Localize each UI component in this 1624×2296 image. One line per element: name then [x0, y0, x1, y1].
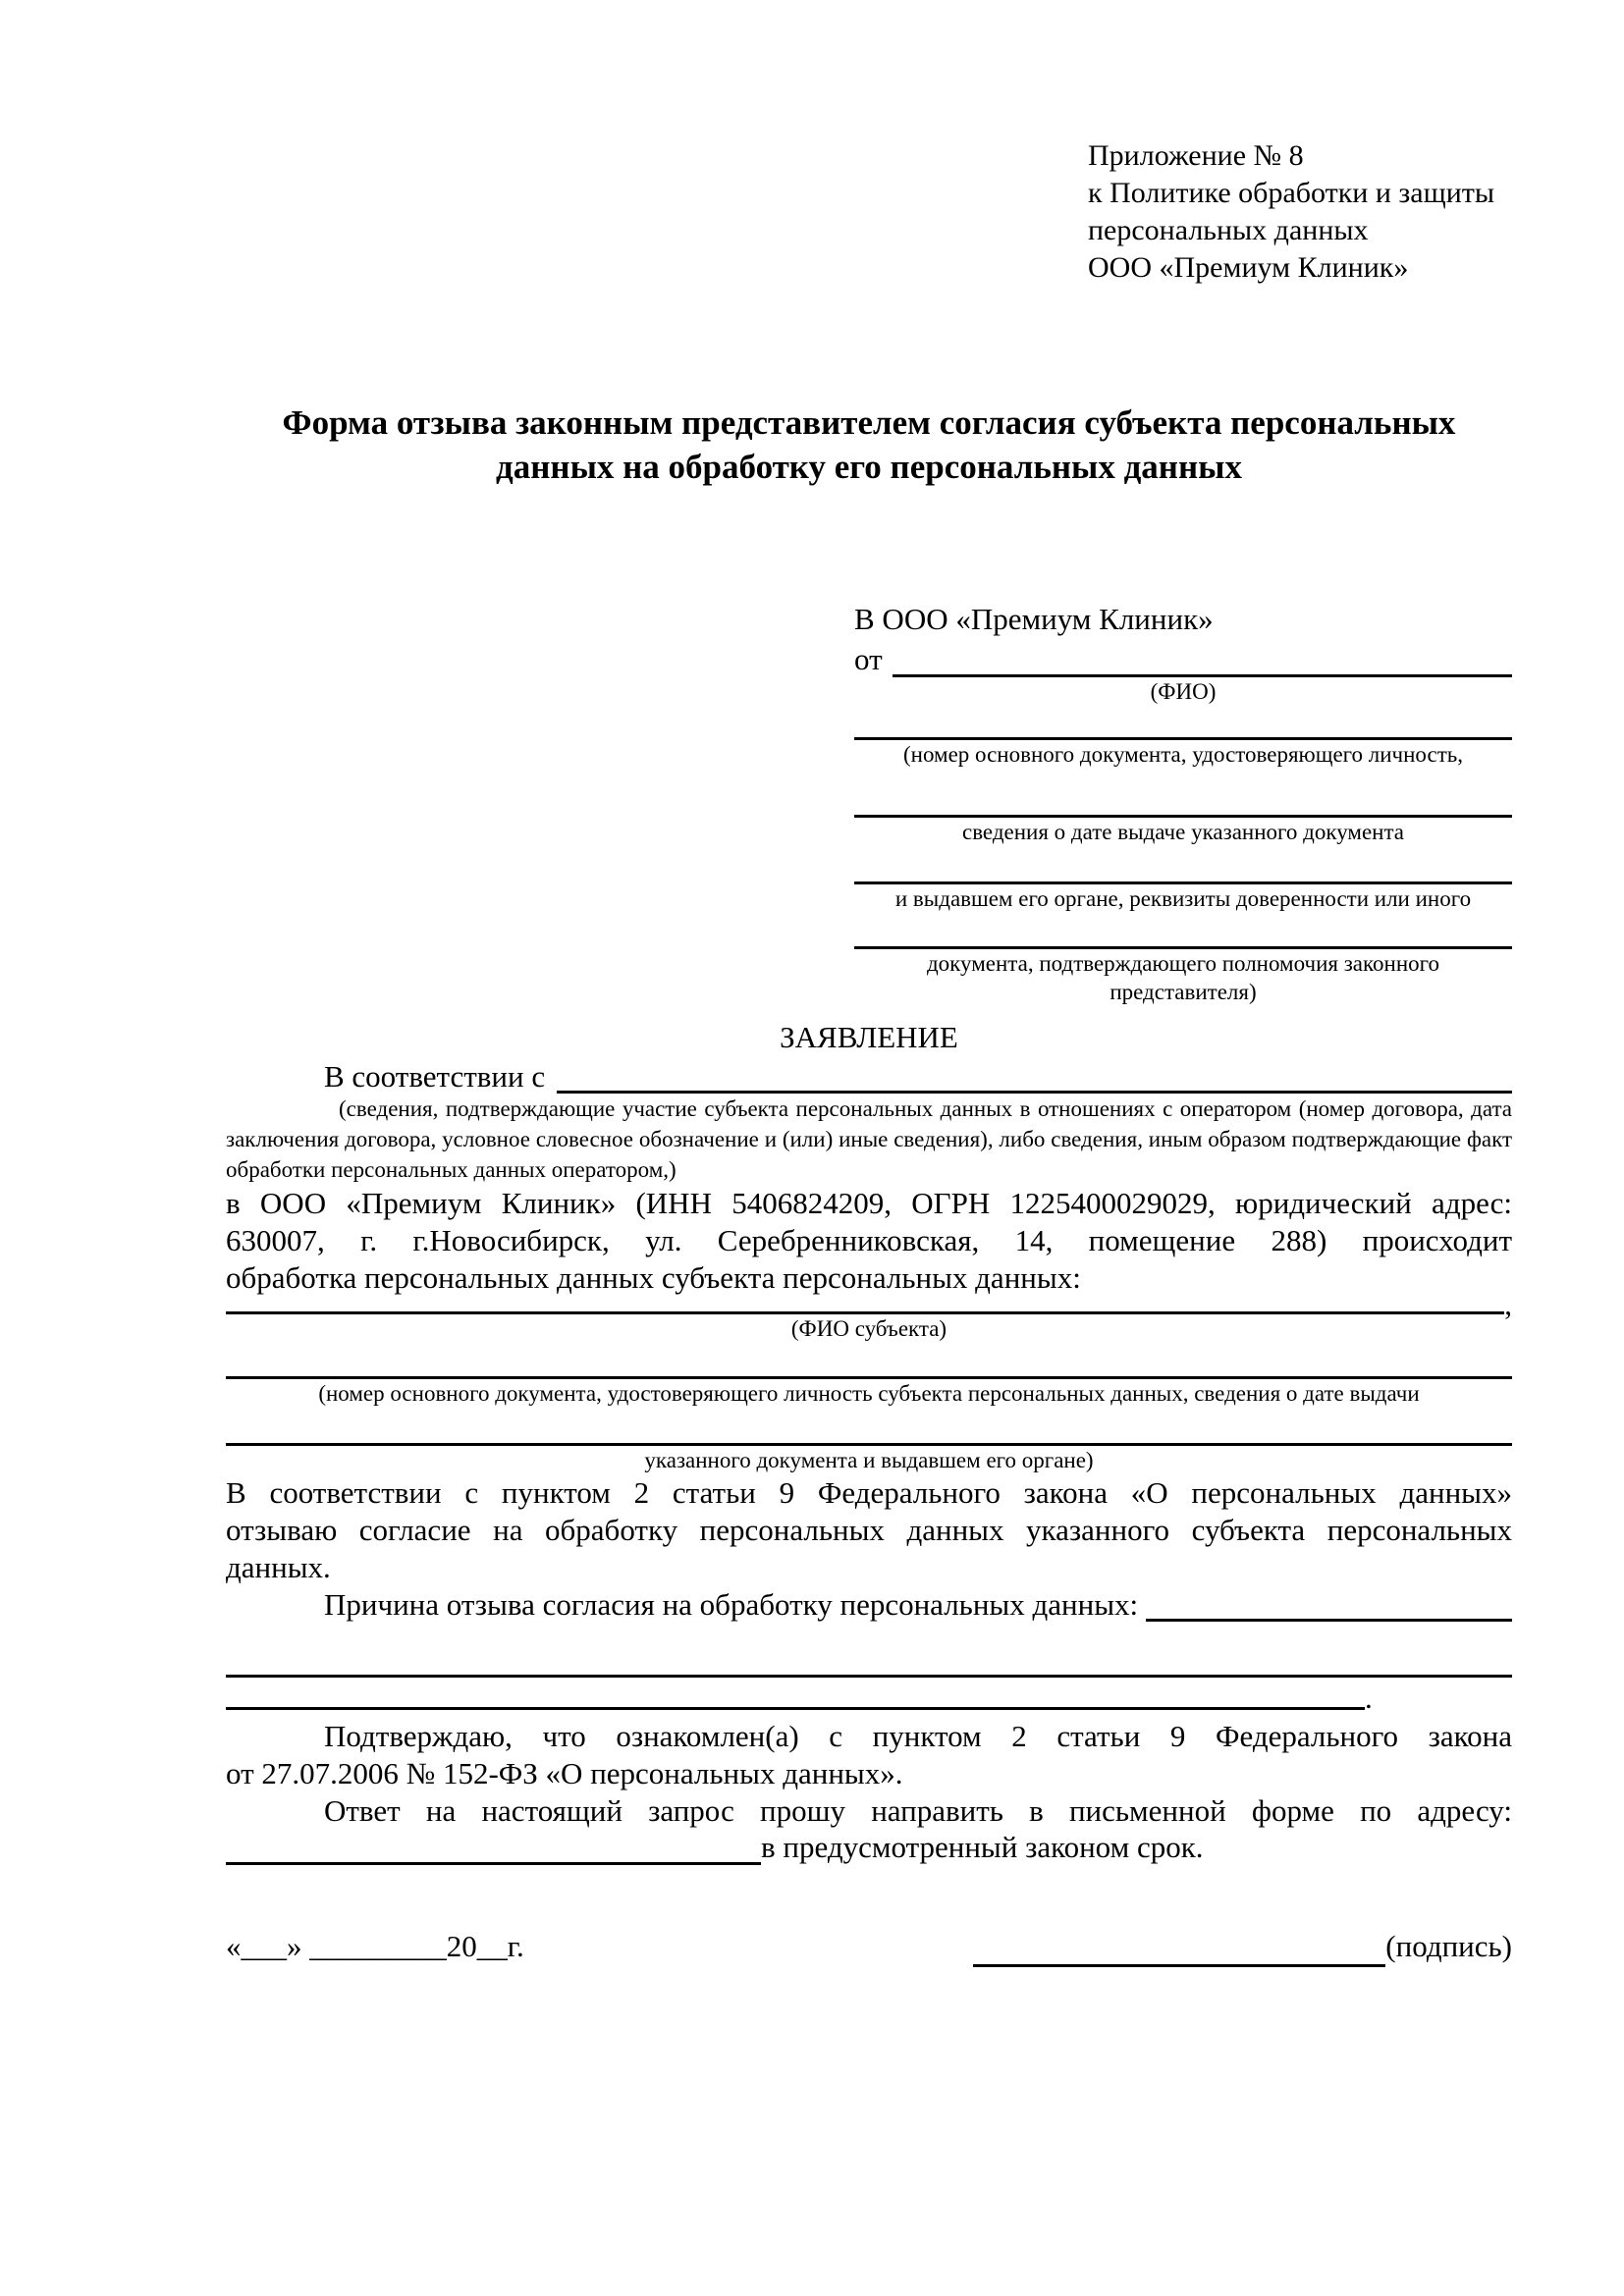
appendix-line: к Политике обработки и защиты [1088, 177, 1495, 209]
reason-extra-fill-row [226, 1635, 1512, 1675]
signature-fill-line [973, 1929, 1385, 1967]
confirm-paragraph-line: Подтверждаю, что ознакомлен(а) с пунктом 2 статьи 9 Федерального закона [324, 1719, 1512, 1753]
appendix-block [1088, 137, 1540, 287]
withdraw-paragraph-line: отзываю согласие на обработку персональных данных указанного субъекта персональных [226, 1513, 1512, 1547]
withdraw-paragraph-line: В соответствии с пунктом 2 статьи 9 Федерального закона «О персональных данных» [226, 1475, 1512, 1510]
reason-label: Причина отзыва согласия на обработку персональных данных: [324, 1587, 1139, 1622]
subject-document-caption-2: указанного документа и выдавшем его органе) [644, 1448, 1094, 1472]
reply-paragraph-line: Ответ на настоящий запрос прошу направить в письменной форме по адресу: [324, 1793, 1512, 1828]
subject-document-fill-line [226, 1343, 1512, 1379]
confirm-paragraph-line: от 27.07.2006 № 152-ФЗ «О персональных данных». [226, 1756, 903, 1790]
reason-fill-line [1146, 1585, 1512, 1622]
reply-address-row [226, 1830, 1512, 1865]
statement-heading: ЗАЯВЛЕНИЕ [780, 1020, 958, 1054]
footer-row [226, 1926, 1512, 1967]
statement-body [226, 1017, 1512, 1865]
intro-label: В соответствии с [324, 1059, 546, 1094]
recipient-block [854, 599, 1512, 1006]
authority-document-caption: документа, подтверждающего полномочия законного представителя) [926, 951, 1439, 1004]
reason-extra-fill-row-2 [226, 1675, 1512, 1715]
intro-row [226, 1058, 1512, 1094]
operator-paragraph-line: обработка персональных данных субъекта персональных данных: [226, 1260, 1081, 1295]
operator-paragraph-line: в ООО «Премиум Клиник» (ИНН 5406824209, ОГРН 1225400029029, юридический адрес: [226, 1186, 1512, 1220]
fio-caption: (ФИО) [1150, 679, 1217, 704]
appendix-line: ООО «Премиум Клиник» [1088, 251, 1409, 284]
signature-group [973, 1926, 1512, 1967]
recipient-organization: В ООО «Премиум Клиник» [854, 602, 1214, 636]
confirm-paragraph [226, 1718, 1512, 1792]
reason-period: . [1365, 1681, 1373, 1715]
issue-date-caption: сведения о дате выдаче указанного документа [961, 820, 1405, 844]
document-number-caption: (номер основного документа, удостоверяющего личность, [902, 742, 1463, 767]
spacer [226, 1622, 1512, 1635]
subject-fio-comma: , [1504, 1287, 1512, 1321]
date-line: «___» _________20__г. [226, 1929, 524, 1963]
withdraw-paragraph-line: данных. [226, 1550, 331, 1584]
issuing-authority-caption: и выдавшем его органе, реквизиты доверенности или иного [894, 886, 1472, 911]
reason-row [226, 1586, 1512, 1622]
subject-document-fill-line-2 [226, 1408, 1512, 1446]
from-row [854, 640, 1512, 677]
document-title: Форма отзыва законным представителем согласия субъекта персональных данных на обработку его персональных данных [282, 403, 1456, 486]
subject-fio-fill-line [226, 1296, 1504, 1314]
signature-caption: (подпись) [1385, 1929, 1512, 1963]
intro-caption-line: обработки персональных данных оператором,) [226, 1157, 677, 1182]
from-label: от [854, 642, 883, 676]
issue-date-fill-line [854, 769, 1512, 818]
intro-caption-line: заключения договора, условное словесное обозначение и (или) иные сведения), либо сведения, иным образом подтверждающие факт [226, 1127, 1512, 1151]
reply-tail-text: в предусмотренный законом срок. [761, 1830, 1204, 1864]
authority-document-fill-line [854, 913, 1512, 949]
intro-fill-line [557, 1057, 1512, 1094]
reason-extra-fill-line [226, 1635, 1512, 1678]
operator-paragraph-line: 630007, г. г.Новосибирск, ул. Серебренниковская, 14, помещение 288) происходит [226, 1223, 1512, 1257]
issuing-authority-fill-line [854, 846, 1512, 884]
reason-extra-fill-line-2 [226, 1674, 1365, 1710]
reply-address-fill-line [226, 1829, 761, 1865]
document-number-fill-line [854, 706, 1512, 740]
subject-document-caption: (номер основного документа, удостоверяющего личность субъекта персональных данных, сведения о дате выдачи [318, 1381, 1420, 1406]
appendix-line: персональных данных [1088, 214, 1369, 246]
appendix-line: Приложение № 8 [1088, 139, 1304, 172]
subject-fio-row [226, 1287, 1512, 1321]
subject-fio-caption: (ФИО субъекта) [790, 1316, 947, 1341]
fio-fill-line [893, 641, 1512, 677]
intro-caption-line: (сведения, подтверждающие участие субъекта персональных данных в отношениях с оператором (номер договора, дата [339, 1096, 1512, 1121]
